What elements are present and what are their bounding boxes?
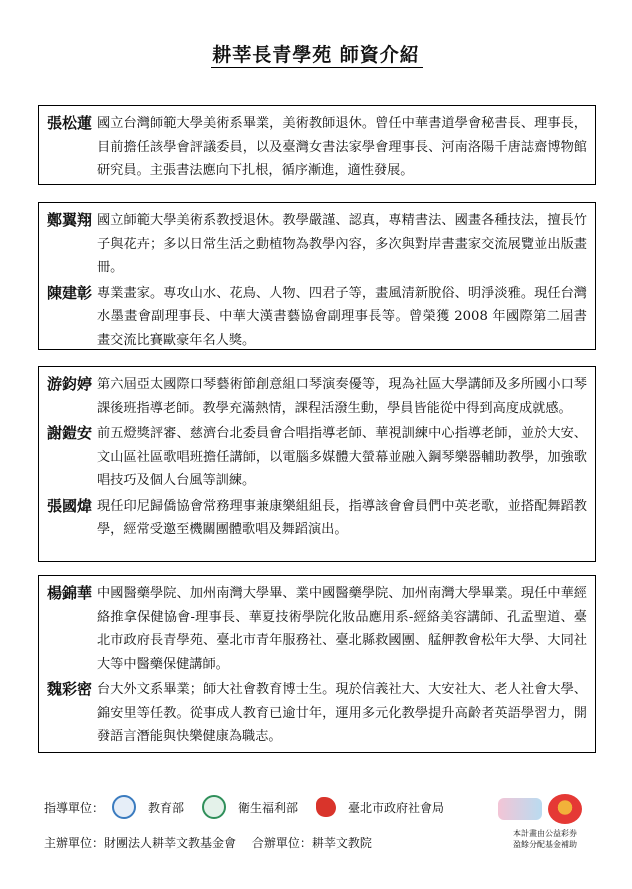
- social-bureau-logo-icon: [316, 797, 336, 817]
- guidance-label: 指導單位：: [44, 800, 105, 815]
- mohw-logo-icon: [202, 795, 226, 819]
- lottery-logo-icon: [498, 798, 542, 820]
- teacher-entry: [47, 373, 587, 420]
- teacher-entry: [47, 422, 587, 493]
- teacher-entry: [47, 495, 587, 542]
- host-row: 主辦單位：財團法人耕莘文教基金會 合辦單位：耕莘文教院: [44, 836, 372, 850]
- teacher-description: 中國醫藥學院、加州南灣大學畢、業中國醫藥學院、加州南灣大學畢業。現任中華經絡推拿保健協會-理事長、華夏技術學院化妝品應用系-經絡美容講師、孔孟聖道、臺北市政府長青學苑、臺北市青年服務社、臺北縣救國團、艋舺教會松年大學、大同社大等中醫藥保健講師。: [97, 586, 587, 672]
- org-social-bureau: 臺北市政府社會局: [348, 800, 445, 815]
- teacher-description: 國立師範大學美術系教授退休。教學嚴謹、認真，專精書法、國畫各種技法，擅長竹子與花卉；多以日常生活之動植物為教學內容，多次與對岸書畫家交流展覽並出版畫冊。: [97, 213, 587, 275]
- charity-heart-icon: [548, 794, 582, 824]
- teacher-description: 國立台灣師範大學美術系畢業，美術教師退休。曾任中華書道學會秘書長、理事長，目前擔任該學會評議委員，以及臺灣女書法家學會理事長、河南洛陽千唐誌齋博物館研究員。主張書法應向下扎根，循序漸進，適性發展。: [97, 116, 587, 178]
- teacher-box-4: [38, 575, 596, 753]
- title-underline: [211, 67, 423, 68]
- teacher-description: 前五燈獎評審、慈濟台北委員會合唱指導老師、華視訓練中心指導老師，並於大安、文山區社區歌唱班擔任講師，以電腦多媒體大螢幕並融入鋼琴樂器輔助教學，加強歌唱技巧及個人台風等訓練。: [97, 426, 587, 488]
- teacher-name: 陳建彰: [47, 283, 93, 302]
- teacher-name: 張國煒: [47, 496, 93, 515]
- teacher-description: 第六屆亞太國際口琴藝術節創意組口琴演奏優等，現為社區大學講師及多所國小口琴課後班指導老師。教學充滿熱情，課程活潑生動，學員皆能從中得到高度成就感。: [97, 377, 587, 416]
- sponsor-line-1: 本計畫由公益彩券: [513, 829, 577, 838]
- teacher-name: 張松蓮: [47, 114, 93, 132]
- guidance-row: [44, 795, 464, 819]
- teacher-name: 魏彩密: [47, 680, 93, 698]
- teacher-name: 游鈞婷: [47, 375, 93, 393]
- page-title: 耕莘長青學苑 師資介紹: [212, 44, 420, 66]
- org-moe: 教育部: [148, 800, 185, 815]
- teacher-description: 專業畫家。專攻山水、花鳥、人物、四君子等，畫風清新脫俗、明淨淡雅。現任台灣水墨畫會副理事長、中華大漢書藝協會副理事長等。曾榮獲 2008 年國際第二屆書畫交流比賽歐豪年名人獎。: [97, 285, 587, 348]
- sponsor-line-2: 盈餘分配基金補助: [513, 840, 577, 849]
- teacher-entry: [47, 209, 587, 280]
- teacher-description: 台大外文系畢業；師大社會教育博士生。現於信義社大、大安社大、老人社會大學、錦安里等任教。從事成人教育已逾廿年，運用多元化教學提升高齡者英語學習力，開發語言潛能與快樂健康為職志。: [97, 682, 587, 744]
- teacher-box-1: [38, 105, 596, 185]
- org-mohw: 衛生福利部: [238, 800, 299, 815]
- teacher-name: 楊錦華: [47, 584, 93, 602]
- teacher-box-3: [38, 366, 596, 562]
- sponsor-note: [495, 828, 595, 850]
- teacher-entry: [47, 582, 587, 676]
- teacher-box-2: [38, 202, 596, 350]
- teacher-name: 鄭翼翔: [47, 211, 93, 229]
- moe-logo-icon: [112, 795, 136, 819]
- teacher-description: 現任印尼歸僑協會常務理事兼康樂組組長，指導該會會員們中英老歌，並搭配舞蹈教學，經常受邀至機關團體歌唱及舞蹈演出。: [97, 498, 587, 537]
- teacher-entry: [47, 282, 587, 353]
- teacher-entry: [47, 678, 587, 749]
- teacher-entry: [47, 112, 587, 183]
- teacher-name: 謝鎧安: [47, 424, 93, 442]
